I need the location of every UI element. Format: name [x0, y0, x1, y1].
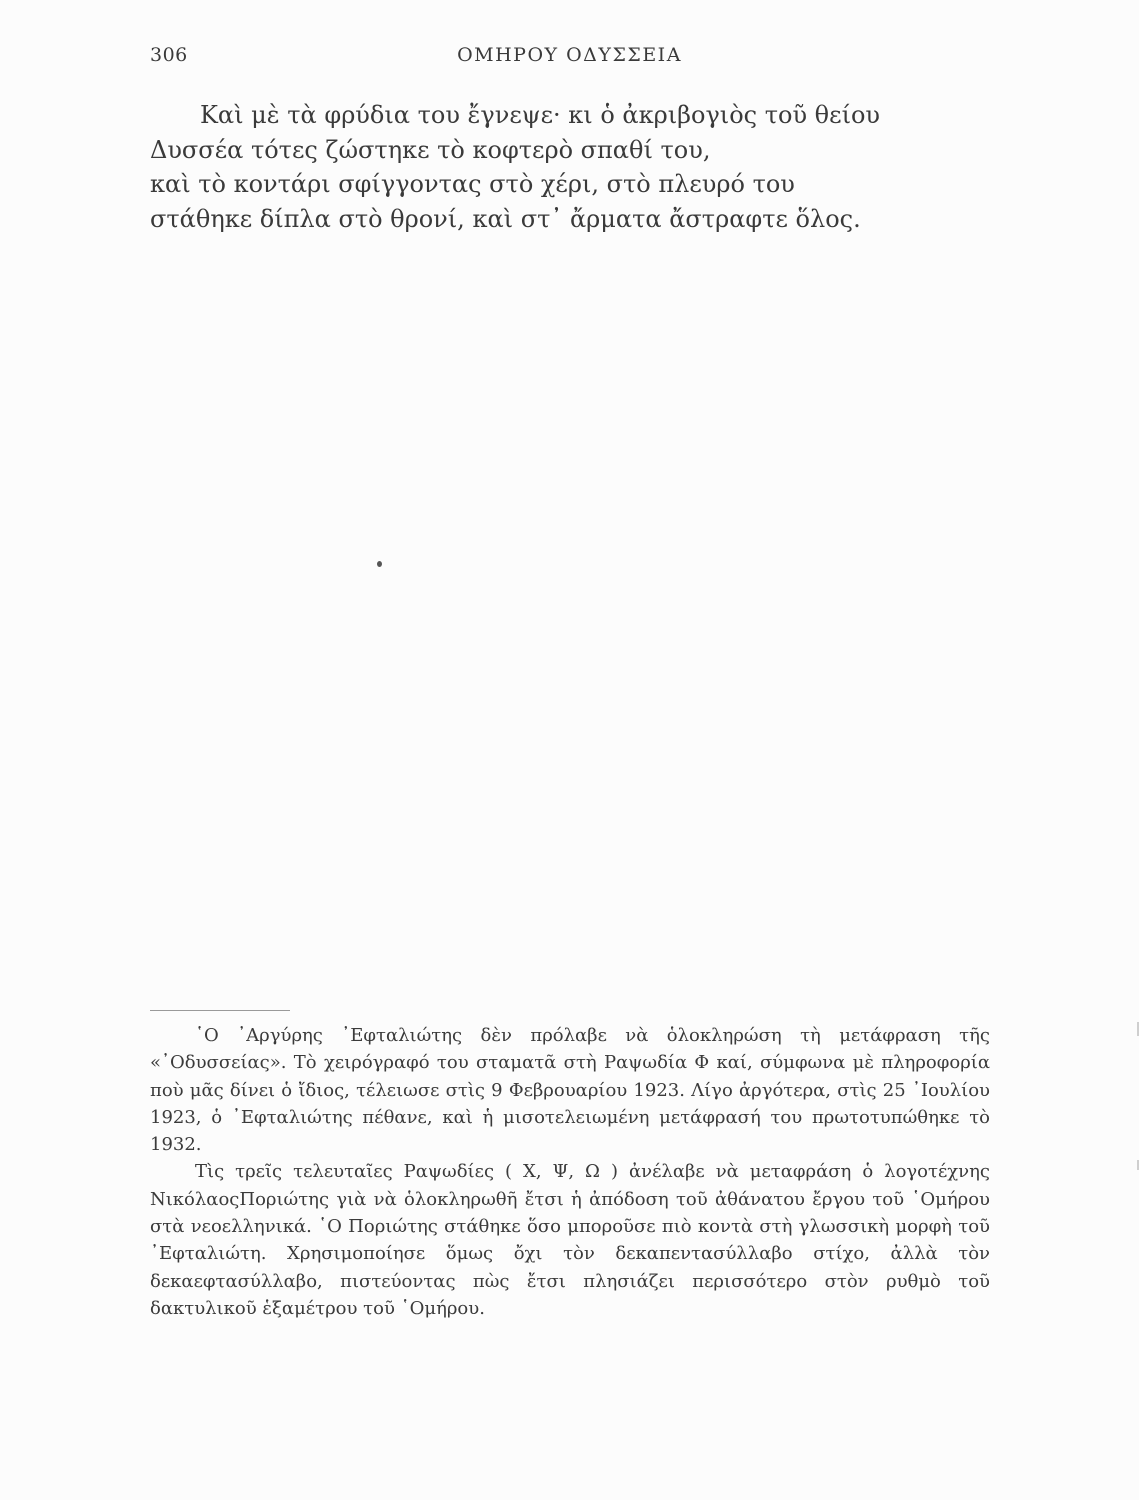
running-title: ΟΜΗΡΟΥ ΟΔΥΣΣΕΙΑ [457, 44, 682, 66]
verse-block [150, 98, 980, 236]
verse-line: καὶ τὸ κοντάρι σφίγγοντας στὸ χέρι, στὸ πλευρό του [150, 170, 795, 198]
verse-line: Καὶ μὲ τὰ φρύδια του ἔγνεψε· κι ὁ ἀκριβογιὸς τοῦ θείου [200, 101, 881, 129]
verse-line: στάθηκε δίπλα στὸ θρονί, καὶ στ᾿ ἄρματα ἄστραφτε ὅλος. [150, 204, 861, 233]
footnote-rule [150, 1010, 290, 1011]
ink-speck [377, 561, 382, 567]
page-number: 306 [150, 44, 188, 66]
footnote-paragraph: Τὶς τρεῖς τελευταῖες Ραψωδίες ( Χ, Ψ, Ω ) ἀνέλαβε νὰ μεταφράση ὁ λογοτέχνης ΝικόλαοςΠοριώτης γιὰ νὰ ὁλοκληρωθῆ ἔτσι ἡ ἀπόδοση τοῦ ἀθάνατου ἔργου τοῦ ῾Ομήρου στὰ νεοελληνικά. ῾Ο Ποριώτης στάθηκε ὅσο μποροῦσε πιὸ κοντὰ στὴ γλωσσικὴ μορφὴ τοῦ ᾿Εφταλιώτη. Χρησιμοποίησε ὅμως ὄχι τὸν δεκαπεντασύλλαβο στίχο, ἀλλὰ τὸν δεκαεφτασύλλαβο, πιστεύοντας πὼς ἔτσι πλησιάζει περισσότερο στὸν ρυθμὸ τοῦ δακτυλικοῦ ἑξαμέτρου τοῦ ῾Ομήρου. [150, 1161, 990, 1319]
footnote-paragraph: ῾Ο ᾿Αργύρης ᾿Εφταλιώτης δὲν πρόλαβε νὰ ὁλοκληρώση τὴ μετάφραση τῆς «᾿Οδυσσείας». Τὸ χειρόγραφό του σταματᾶ στὴ Ραψωδία Φ καί, σύμφωνα μὲ πληροφορία ποὺ μᾶς δίνει ὁ ἴδιος, τέλειωσε στὶς 9 Φεβρουαρίου 1923. Λίγο ἀργότερα, στὶς 25 ᾿Ιουλίου 1923, ὁ ᾿Εφταλιώτης πέθανε, καὶ ἡ μισοτελειωμένη μετάφρασή του πρωτοτυπώθηκε τὸ 1932. [150, 1025, 990, 1156]
footnotes [150, 1022, 990, 1322]
verse-line: Δυσσέα τότες ζώστηκε τὸ κοφτερὸ σπαθί του, [150, 135, 711, 164]
